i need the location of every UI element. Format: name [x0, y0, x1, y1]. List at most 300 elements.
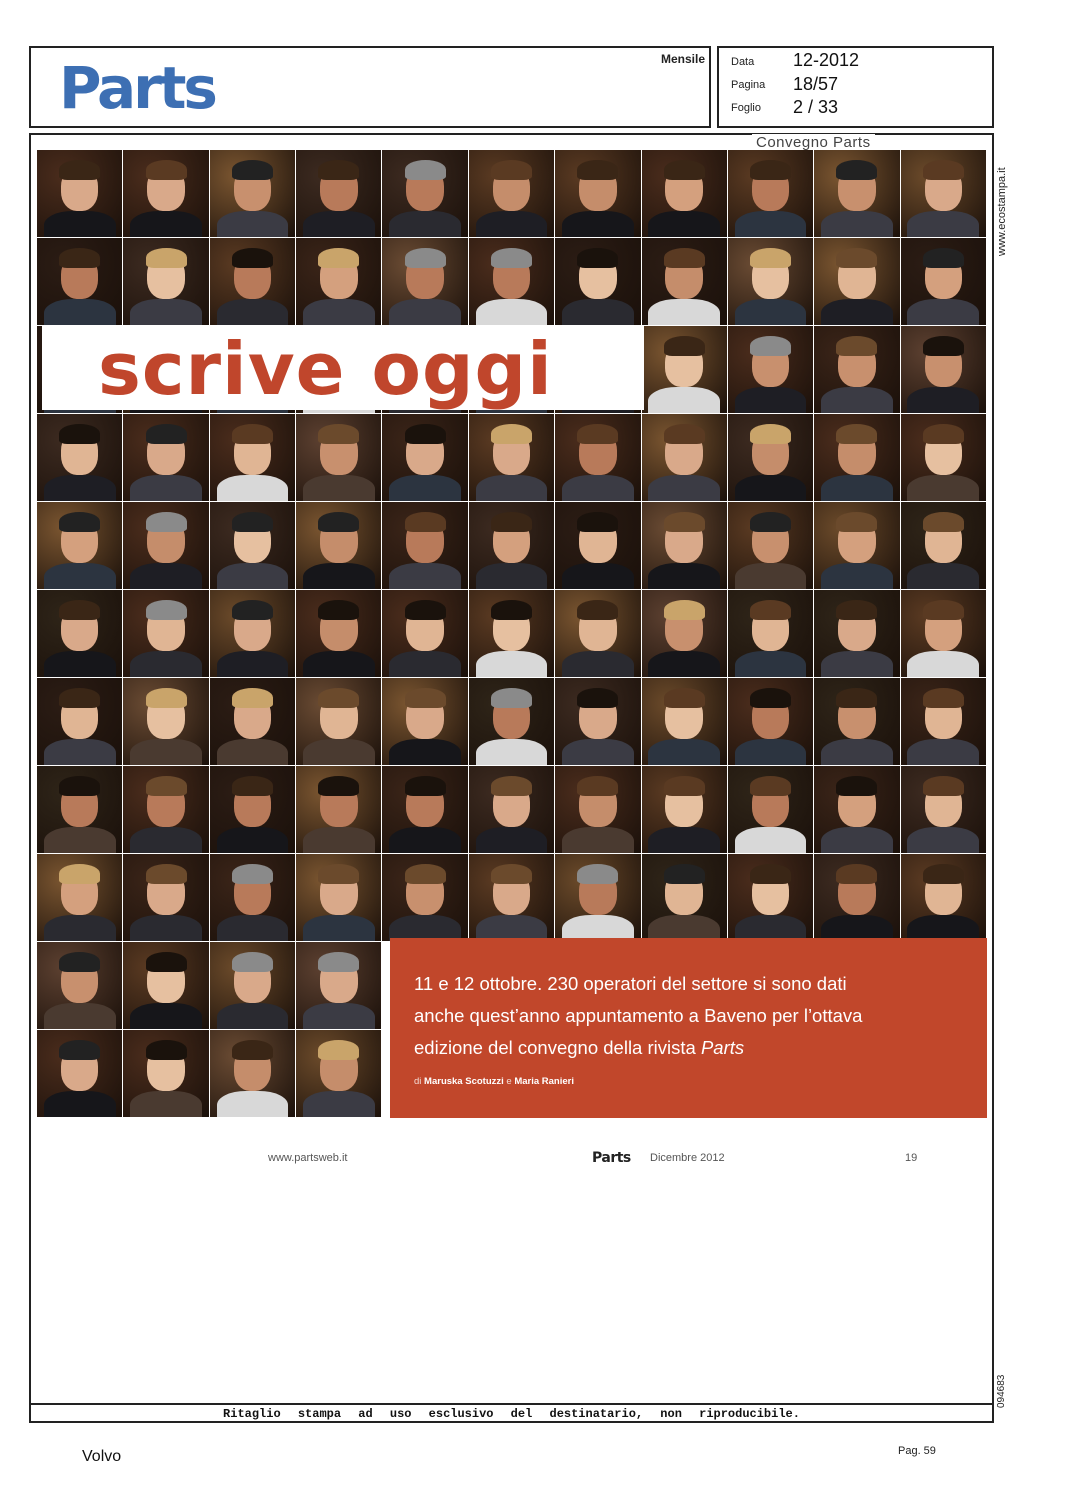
portrait-body [130, 563, 202, 589]
portrait-body [217, 211, 289, 237]
caption-italic-parts: Parts [700, 1037, 745, 1058]
portrait-body [217, 475, 289, 501]
portrait-body [648, 299, 720, 325]
portrait-photo [382, 150, 467, 237]
portrait-photo [469, 590, 554, 677]
portrait-hair [491, 688, 532, 707]
portrait-hair [491, 776, 532, 795]
meta-value-data: 12-2012 [793, 50, 860, 70]
portrait-hair [405, 160, 446, 179]
header-left-box [29, 46, 711, 128]
portrait-hair [577, 600, 618, 619]
portrait-body [130, 1003, 202, 1029]
portrait-body [562, 475, 634, 501]
portrait-body [562, 211, 634, 237]
portrait-hair [836, 688, 877, 707]
portrait-photo [382, 766, 467, 853]
footer-url: www.partsweb.it [268, 1152, 348, 1164]
portrait-body [735, 827, 807, 853]
portrait-hair [232, 776, 273, 795]
portrait-body [303, 651, 375, 677]
caption-line-text: edizione del convegno della rivista [414, 1037, 701, 1058]
portrait-hair [59, 952, 100, 971]
portrait-photo [642, 414, 727, 501]
portrait-body [44, 827, 116, 853]
portrait-photo [210, 590, 295, 677]
portrait-photo [642, 150, 727, 237]
portrait-body [648, 211, 720, 237]
title-banner [42, 325, 644, 410]
portrait-body [907, 739, 979, 765]
reproduction-notice: Ritaglio stampa ad uso esclusivo del destinatario, non riproducibile. [29, 1403, 994, 1423]
portrait-hair [405, 864, 446, 883]
portrait-body [44, 563, 116, 589]
client-name: Volvo [82, 1448, 122, 1465]
portrait-body [821, 475, 893, 501]
portrait-body [735, 651, 807, 677]
portrait-hair [405, 512, 446, 531]
portrait-hair [318, 424, 359, 443]
portrait-body [44, 915, 116, 941]
portrait-hair [146, 600, 187, 619]
portrait-photo [296, 414, 381, 501]
portrait-photo [814, 766, 899, 853]
portrait-photo [37, 150, 122, 237]
portrait-hair [232, 688, 273, 707]
portrait-body [303, 475, 375, 501]
portrait-photo [37, 238, 122, 325]
portrait-hair [577, 776, 618, 795]
portrait-photo [728, 326, 813, 413]
portrait-body [130, 915, 202, 941]
portrait-photo [469, 502, 554, 589]
portrait-photo [469, 678, 554, 765]
portrait-photo [382, 238, 467, 325]
portrait-body [821, 387, 893, 413]
portrait-body [735, 211, 807, 237]
portrait-hair [318, 864, 359, 883]
portrait-body [907, 211, 979, 237]
portrait-hair [577, 864, 618, 883]
portrait-hair [664, 424, 705, 443]
portrait-photo [555, 854, 640, 941]
meta-value-foglio: 2 / 33 [793, 97, 839, 117]
portrait-body [907, 827, 979, 853]
portrait-hair [577, 512, 618, 531]
portrait-photo [469, 238, 554, 325]
portrait-body [389, 299, 461, 325]
portrait-photo [123, 414, 208, 501]
meta-label-data: Data [731, 56, 755, 68]
portrait-hair [750, 600, 791, 619]
portrait-photo [37, 942, 122, 1029]
portrait-body [562, 651, 634, 677]
author-byline [414, 1076, 963, 1087]
portrait-hair [146, 864, 187, 883]
portrait-photo [901, 678, 986, 765]
portrait-hair [491, 248, 532, 267]
portrait-photo [555, 238, 640, 325]
portrait-hair [59, 688, 100, 707]
portrait-hair [405, 248, 446, 267]
portrait-hair [923, 160, 964, 179]
portrait-hair [750, 336, 791, 355]
portrait-hair [318, 1040, 359, 1059]
author-prefix: di [414, 1076, 425, 1087]
portrait-photo [728, 414, 813, 501]
portrait-hair [405, 600, 446, 619]
portrait-body [217, 739, 289, 765]
portrait-hair [405, 688, 446, 707]
portrait-body [476, 299, 548, 325]
portrait-hair [923, 512, 964, 531]
portrait-hair [664, 512, 705, 531]
portrait-hair [750, 864, 791, 883]
portrait-body [217, 915, 289, 941]
portrait-photo [210, 678, 295, 765]
portrait-photo [296, 1030, 381, 1117]
portrait-photo [555, 414, 640, 501]
meta-value-pagina: 18/57 [793, 74, 839, 94]
portrait-photo [642, 238, 727, 325]
portrait-hair [491, 160, 532, 179]
portrait-hair [232, 952, 273, 971]
portrait-hair [923, 336, 964, 355]
portrait-hair [318, 776, 359, 795]
portrait-body [130, 739, 202, 765]
portrait-photo [123, 150, 208, 237]
portrait-hair [664, 864, 705, 883]
portrait-hair [318, 600, 359, 619]
page-number: Pag. 59 [898, 1445, 936, 1457]
portrait-photo [728, 766, 813, 853]
portrait-photo [555, 678, 640, 765]
portrait-body [217, 1091, 289, 1117]
portrait-photo [901, 854, 986, 941]
portrait-hair [836, 600, 877, 619]
portrait-hair [59, 600, 100, 619]
caption-box [390, 938, 987, 1118]
portrait-photo [728, 590, 813, 677]
portrait-hair [836, 160, 877, 179]
portrait-hair [491, 864, 532, 883]
portrait-hair [750, 424, 791, 443]
portrait-photo [901, 414, 986, 501]
portrait-photo [123, 590, 208, 677]
portrait-photo [814, 854, 899, 941]
portrait-photo [814, 326, 899, 413]
portrait-hair [491, 512, 532, 531]
portrait-photo [210, 942, 295, 1029]
portrait-photo [469, 414, 554, 501]
portrait-hair [146, 424, 187, 443]
portrait-body [217, 299, 289, 325]
portrait-photo [210, 854, 295, 941]
portrait-hair [577, 248, 618, 267]
portrait-hair [923, 864, 964, 883]
portrait-hair [750, 248, 791, 267]
portrait-photo [814, 590, 899, 677]
portrait-body [389, 651, 461, 677]
portrait-hair [923, 776, 964, 795]
portrait-hair [750, 160, 791, 179]
portrait-body [389, 211, 461, 237]
portrait-hair [923, 424, 964, 443]
portrait-hair [232, 160, 273, 179]
portrait-hair [59, 160, 100, 179]
portrait-hair [836, 776, 877, 795]
portrait-hair [59, 776, 100, 795]
portrait-photo [555, 766, 640, 853]
portrait-body [303, 563, 375, 589]
portrait-hair [923, 688, 964, 707]
portrait-hair [836, 424, 877, 443]
portrait-body [648, 827, 720, 853]
portrait-photo [210, 414, 295, 501]
portrait-body [735, 299, 807, 325]
portrait-photo [296, 678, 381, 765]
portrait-body [476, 211, 548, 237]
portrait-body [821, 827, 893, 853]
portrait-photo [382, 502, 467, 589]
portrait-photo [382, 414, 467, 501]
portrait-hair [750, 512, 791, 531]
portrait-photo [901, 238, 986, 325]
portrait-photo [728, 502, 813, 589]
portrait-hair [146, 1040, 187, 1059]
portrait-body [476, 563, 548, 589]
portrait-photo [123, 766, 208, 853]
portrait-photo [382, 590, 467, 677]
publication-logo: Parts [59, 54, 215, 122]
caption-text [414, 968, 963, 1064]
portrait-photo [728, 854, 813, 941]
portrait-hair [59, 424, 100, 443]
portrait-body [476, 651, 548, 677]
caption-line: anche quest’anno appuntamento a Baveno per l’ottava [414, 1005, 863, 1026]
portrait-body [303, 915, 375, 941]
portrait-body [735, 387, 807, 413]
portrait-photo [210, 1030, 295, 1117]
portrait-body [44, 475, 116, 501]
portrait-photo [728, 678, 813, 765]
portrait-photo [296, 854, 381, 941]
portrait-hair [318, 512, 359, 531]
portrait-photo [469, 150, 554, 237]
portrait-photo [123, 678, 208, 765]
portrait-body [44, 211, 116, 237]
portrait-hair [146, 248, 187, 267]
portrait-body [735, 475, 807, 501]
portrait-photo [901, 502, 986, 589]
portrait-body [735, 563, 807, 589]
portrait-photo [296, 238, 381, 325]
portrait-body [217, 827, 289, 853]
portrait-photo [642, 678, 727, 765]
portrait-photo [37, 502, 122, 589]
portrait-photo [123, 1030, 208, 1117]
portrait-hair [59, 512, 100, 531]
portrait-body [44, 651, 116, 677]
portrait-photo [210, 766, 295, 853]
portrait-photo [296, 942, 381, 1029]
portrait-photo [382, 854, 467, 941]
portrait-hair [146, 512, 187, 531]
author-name: Maruska Scotuzzi [424, 1076, 504, 1087]
portrait-hair [318, 688, 359, 707]
portrait-photo [642, 766, 727, 853]
portrait-body [476, 739, 548, 765]
portrait-body [303, 827, 375, 853]
portrait-body [648, 651, 720, 677]
side-watermark-url: www.ecostampa.it [996, 167, 1008, 256]
portrait-hair [318, 248, 359, 267]
portrait-hair [577, 688, 618, 707]
portrait-hair [232, 424, 273, 443]
portrait-body [562, 299, 634, 325]
portrait-body [303, 739, 375, 765]
portrait-hair [836, 512, 877, 531]
portrait-body [130, 827, 202, 853]
article-title: scrive oggi [98, 327, 553, 411]
portrait-photo [123, 942, 208, 1029]
portrait-hair [836, 248, 877, 267]
portrait-hair [664, 248, 705, 267]
portrait-hair [59, 864, 100, 883]
portrait-hair [146, 160, 187, 179]
portrait-body [821, 739, 893, 765]
portrait-hair [923, 600, 964, 619]
portrait-photo [642, 590, 727, 677]
portrait-hair [664, 336, 705, 355]
portrait-hair [405, 424, 446, 443]
portrait-hair [405, 776, 446, 795]
portrait-photo [642, 854, 727, 941]
portrait-body [821, 563, 893, 589]
portrait-hair [836, 336, 877, 355]
portrait-body [562, 827, 634, 853]
portrait-photo [469, 854, 554, 941]
portrait-photo [814, 502, 899, 589]
section-label: Convegno Parts [752, 134, 875, 150]
portrait-body [303, 299, 375, 325]
portrait-hair [59, 248, 100, 267]
footer-logo: Parts [592, 1150, 631, 1166]
portrait-body [389, 827, 461, 853]
portrait-hair [577, 160, 618, 179]
portrait-hair [923, 248, 964, 267]
portrait-photo [210, 238, 295, 325]
portrait-hair [491, 424, 532, 443]
portrait-photo [814, 678, 899, 765]
portrait-body [907, 475, 979, 501]
portrait-photo [642, 326, 727, 413]
portrait-photo [296, 502, 381, 589]
portrait-hair [577, 424, 618, 443]
portrait-photo [555, 590, 640, 677]
portrait-body [389, 475, 461, 501]
portrait-body [648, 387, 720, 413]
portrait-photo [901, 766, 986, 853]
portrait-body [217, 651, 289, 677]
portrait-photo [123, 854, 208, 941]
portrait-photo [901, 150, 986, 237]
portrait-body [44, 739, 116, 765]
portrait-photo [555, 502, 640, 589]
portrait-photo [123, 502, 208, 589]
portrait-hair [664, 776, 705, 795]
portrait-body [217, 1003, 289, 1029]
portrait-body [821, 299, 893, 325]
portrait-photo [728, 150, 813, 237]
author-name: Maria Ranieri [514, 1076, 574, 1087]
portrait-photo [814, 238, 899, 325]
portrait-photo [296, 766, 381, 853]
portrait-body [648, 563, 720, 589]
portrait-hair [664, 600, 705, 619]
portrait-photo [296, 590, 381, 677]
portrait-hair [750, 776, 791, 795]
portrait-body [476, 475, 548, 501]
portrait-photo [555, 150, 640, 237]
portrait-photo [37, 854, 122, 941]
portrait-hair [146, 688, 187, 707]
portrait-hair [146, 776, 187, 795]
side-code: 094683 [996, 1374, 1007, 1408]
meta-label-pagina: Pagina [731, 79, 766, 91]
portrait-hair [318, 952, 359, 971]
portrait-body [907, 651, 979, 677]
portrait-body [907, 299, 979, 325]
portrait-hair [836, 864, 877, 883]
portrait-hair [146, 952, 187, 971]
header-meta-box [717, 46, 994, 128]
portrait-body [303, 1003, 375, 1029]
portrait-hair [232, 248, 273, 267]
portrait-body [130, 1091, 202, 1117]
portrait-photo [123, 238, 208, 325]
portrait-hair [664, 688, 705, 707]
portrait-body [130, 211, 202, 237]
portrait-photo [469, 766, 554, 853]
portrait-photo [382, 678, 467, 765]
portrait-hair [664, 160, 705, 179]
portrait-photo [728, 238, 813, 325]
portrait-body [130, 475, 202, 501]
caption-line: 11 e 12 ottobre. 230 operatori del settore si sono dati [414, 973, 847, 994]
portrait-photo [37, 590, 122, 677]
portrait-body [44, 299, 116, 325]
caption-line [414, 1032, 963, 1064]
footer-page-number: 19 [905, 1152, 918, 1164]
meta-label-foglio: Foglio [731, 102, 761, 114]
portrait-body [562, 739, 634, 765]
portrait-body [476, 827, 548, 853]
portrait-body [648, 739, 720, 765]
portrait-body [44, 1091, 116, 1117]
periodicity-label: Mensile [660, 52, 705, 66]
portrait-photo [814, 414, 899, 501]
portrait-body [735, 739, 807, 765]
portrait-photo [901, 326, 986, 413]
portrait-hair [318, 160, 359, 179]
portrait-body [389, 739, 461, 765]
author-join: e [503, 1076, 515, 1087]
portrait-body [562, 563, 634, 589]
portrait-photo [210, 150, 295, 237]
portrait-body [217, 563, 289, 589]
portrait-body [130, 299, 202, 325]
